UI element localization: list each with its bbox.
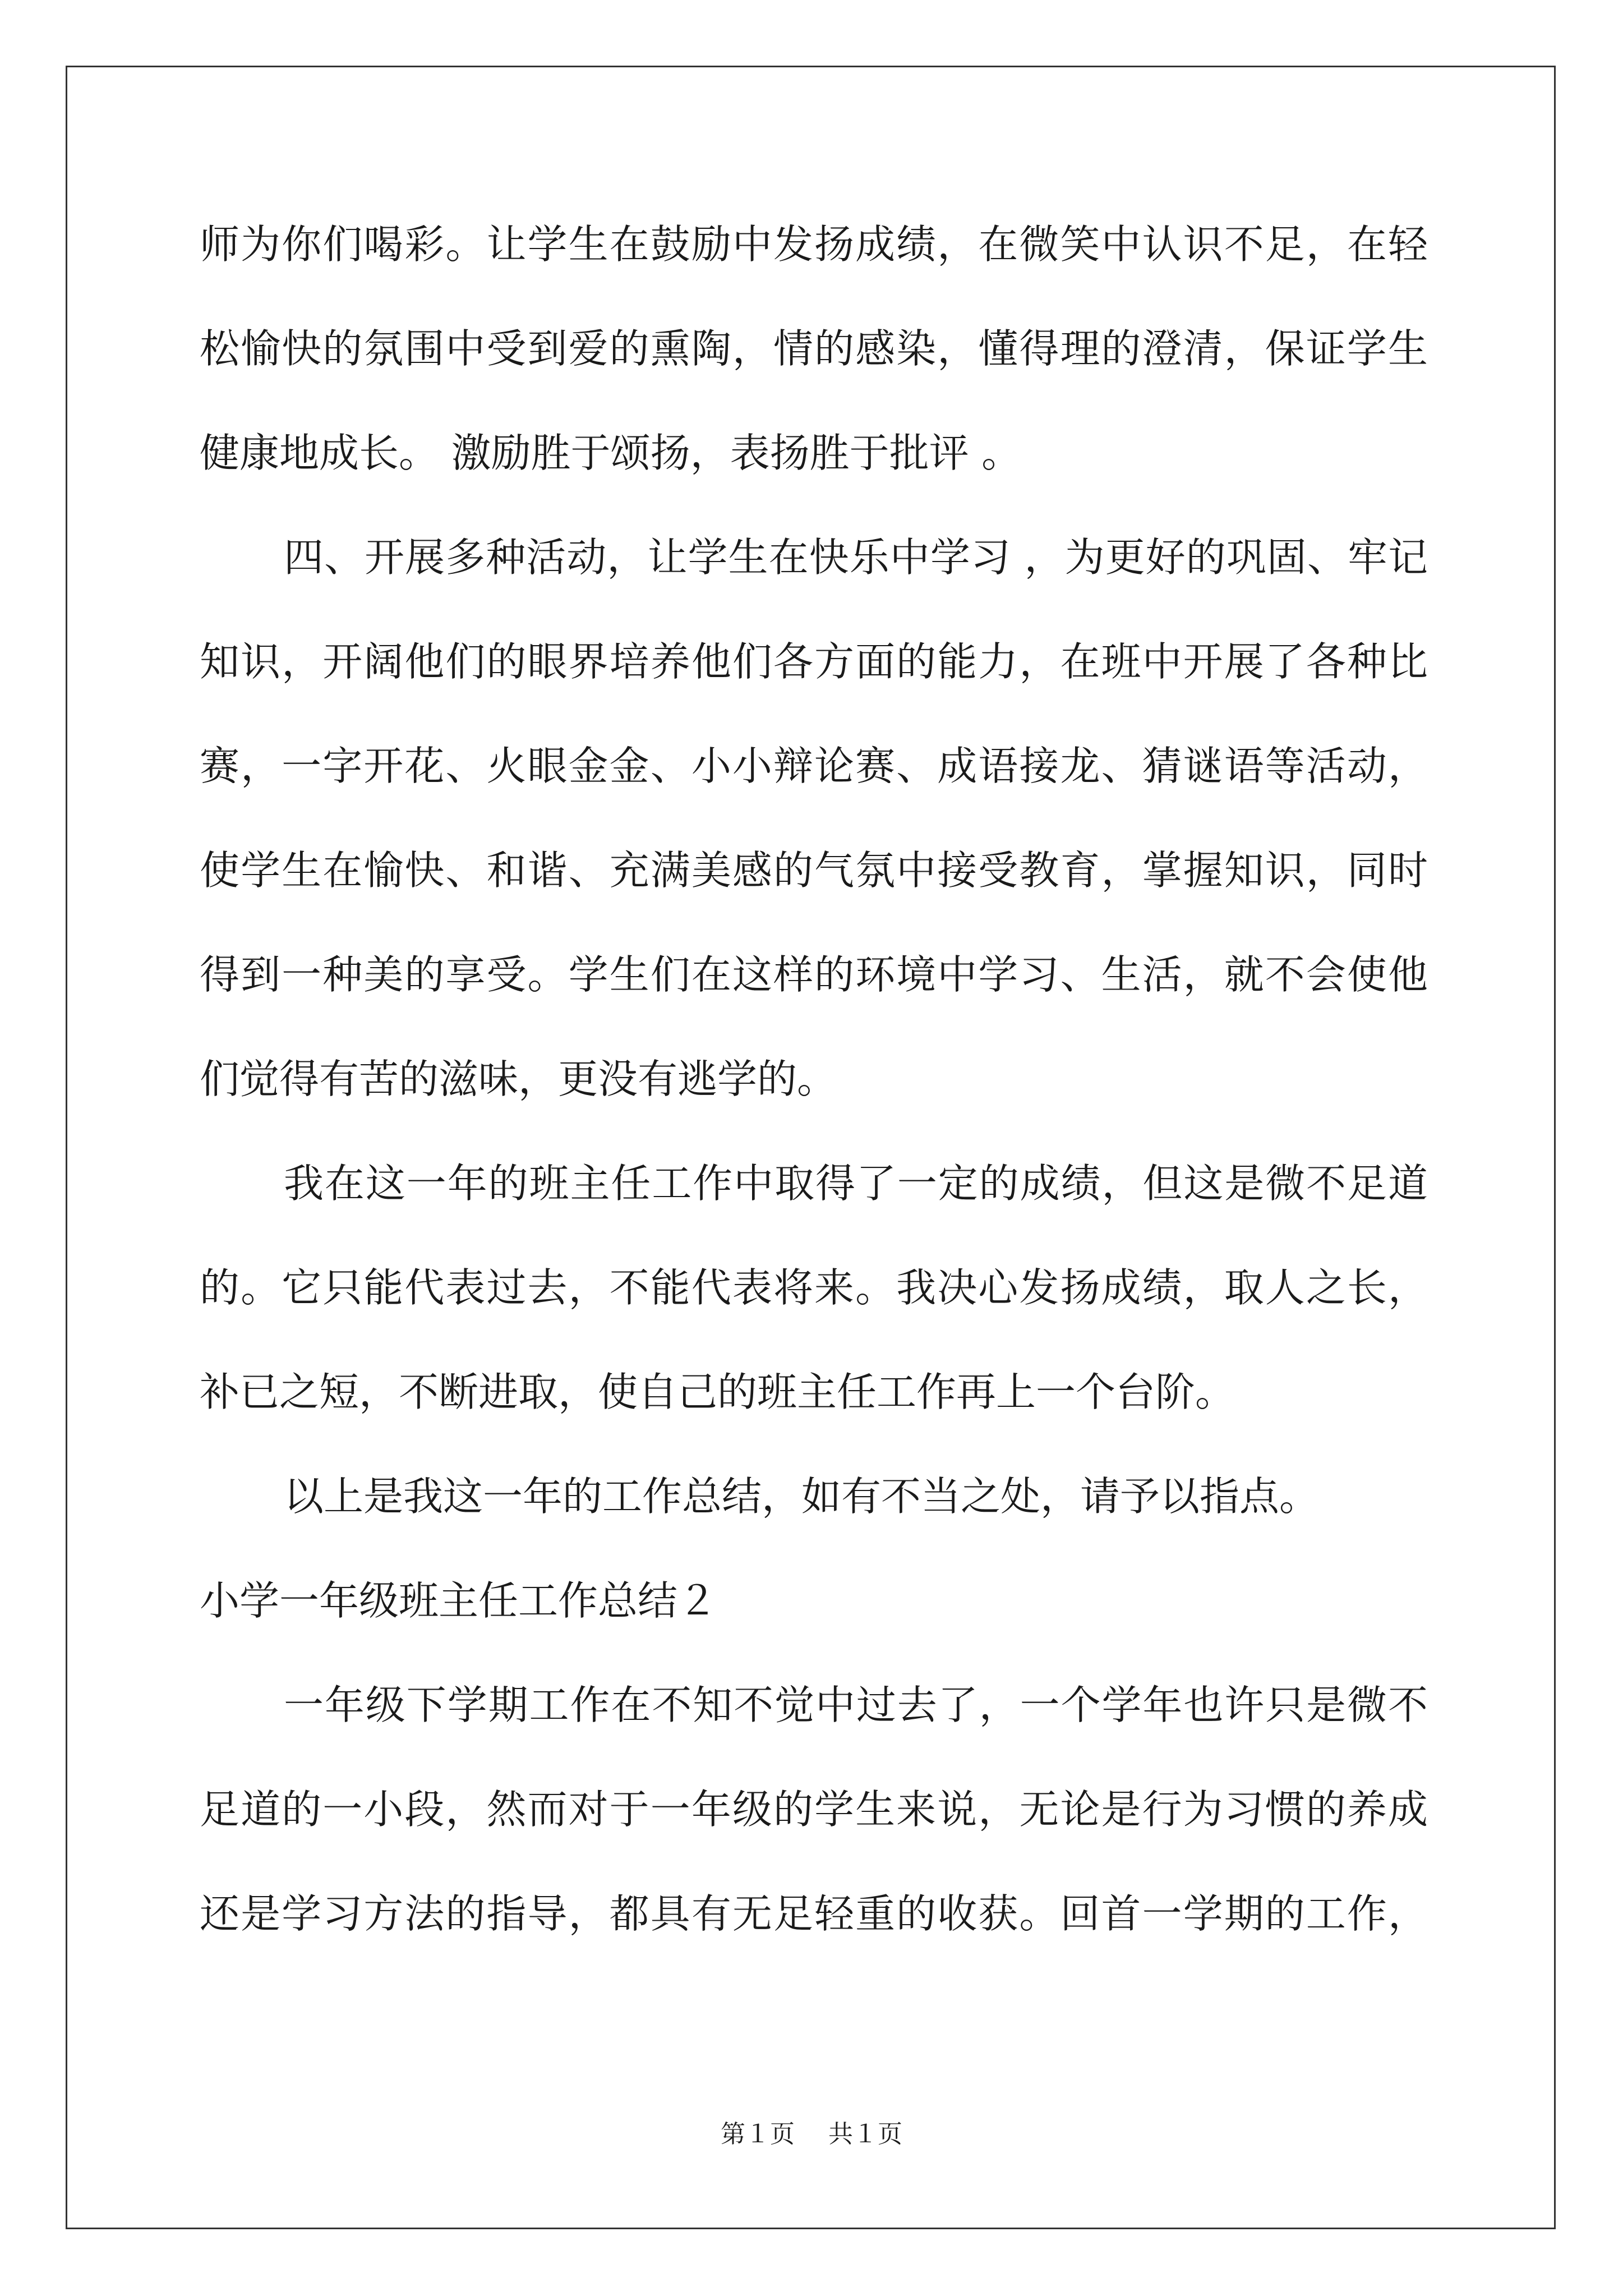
text-line-16: 足道的一小段，然而对于一年级的学生来说，无论是行为习惯的养成 — [200, 1786, 1428, 1833]
document-body — [200, 213, 1428, 1987]
text-line-17: 还是学习方法的指导，都具有无足轻重的收获。回首一学期的工作， — [200, 1890, 1428, 1937]
text-line-7: 使学生在愉快、和谐、充满美感的气氛中接受教育，掌握知识，同时 — [200, 847, 1428, 894]
text-line-2: 松愉快的氛围中受到爱的熏陶，情的感染，懂得理的澄清，保证学生 — [200, 325, 1428, 372]
text-line-9: 们觉得有苦的滋味，更没有逃学的。 — [200, 1056, 837, 1102]
paragraph-4-start: 四、开展多种活动，让学生在快乐中学习 ，为更好的巩固、牢记 — [284, 534, 1428, 581]
text-line-5: 知识，开阔他们的眼界培养他们各方面的能力，在班中开展了各种比 — [200, 638, 1428, 685]
text-line-11: 的。它只能代表过去，不能代表将来。我决心发扬成绩，取人之长， — [200, 1264, 1428, 1311]
text-line-12: 补已之短，不断进取，使自己的班主任工作再上一个台阶。 — [200, 1369, 1235, 1415]
text-line-6: 赛，一字开花、火眼金金、小小辩论赛、成语接龙、猜谜语等活动， — [200, 743, 1428, 789]
text-line-3: 健康地成长。 激励胜于颂扬，表扬胜于批评 。 — [200, 430, 1022, 476]
paragraph-5-start: 我在这一年的班主任工作中取得了一定的成绩，但这是微不足道 — [284, 1160, 1428, 1207]
page-number-label: 第１页 — [721, 2120, 795, 2148]
text-line-8: 得到一种美的享受。学生们在这样的环境中学习、生活，就不会使他 — [200, 951, 1428, 998]
section-heading: 小学一年级班主任工作总结２ — [200, 1577, 718, 1624]
paragraph-7-start: 一年级下学期工作在不知不觉中过去了，一个学年也许只是微不 — [284, 1682, 1428, 1728]
paragraph-6: 以上是我这一年的工作总结，如有不当之处，请予以指点。 — [284, 1473, 1320, 1520]
text-line-1: 师为你们喝彩。让学生在鼓励中发扬成绩，在微笑中认识不足，在轻 — [200, 221, 1428, 268]
page-footer — [0, 2119, 1623, 2150]
total-pages-label: 共１页 — [828, 2120, 902, 2148]
